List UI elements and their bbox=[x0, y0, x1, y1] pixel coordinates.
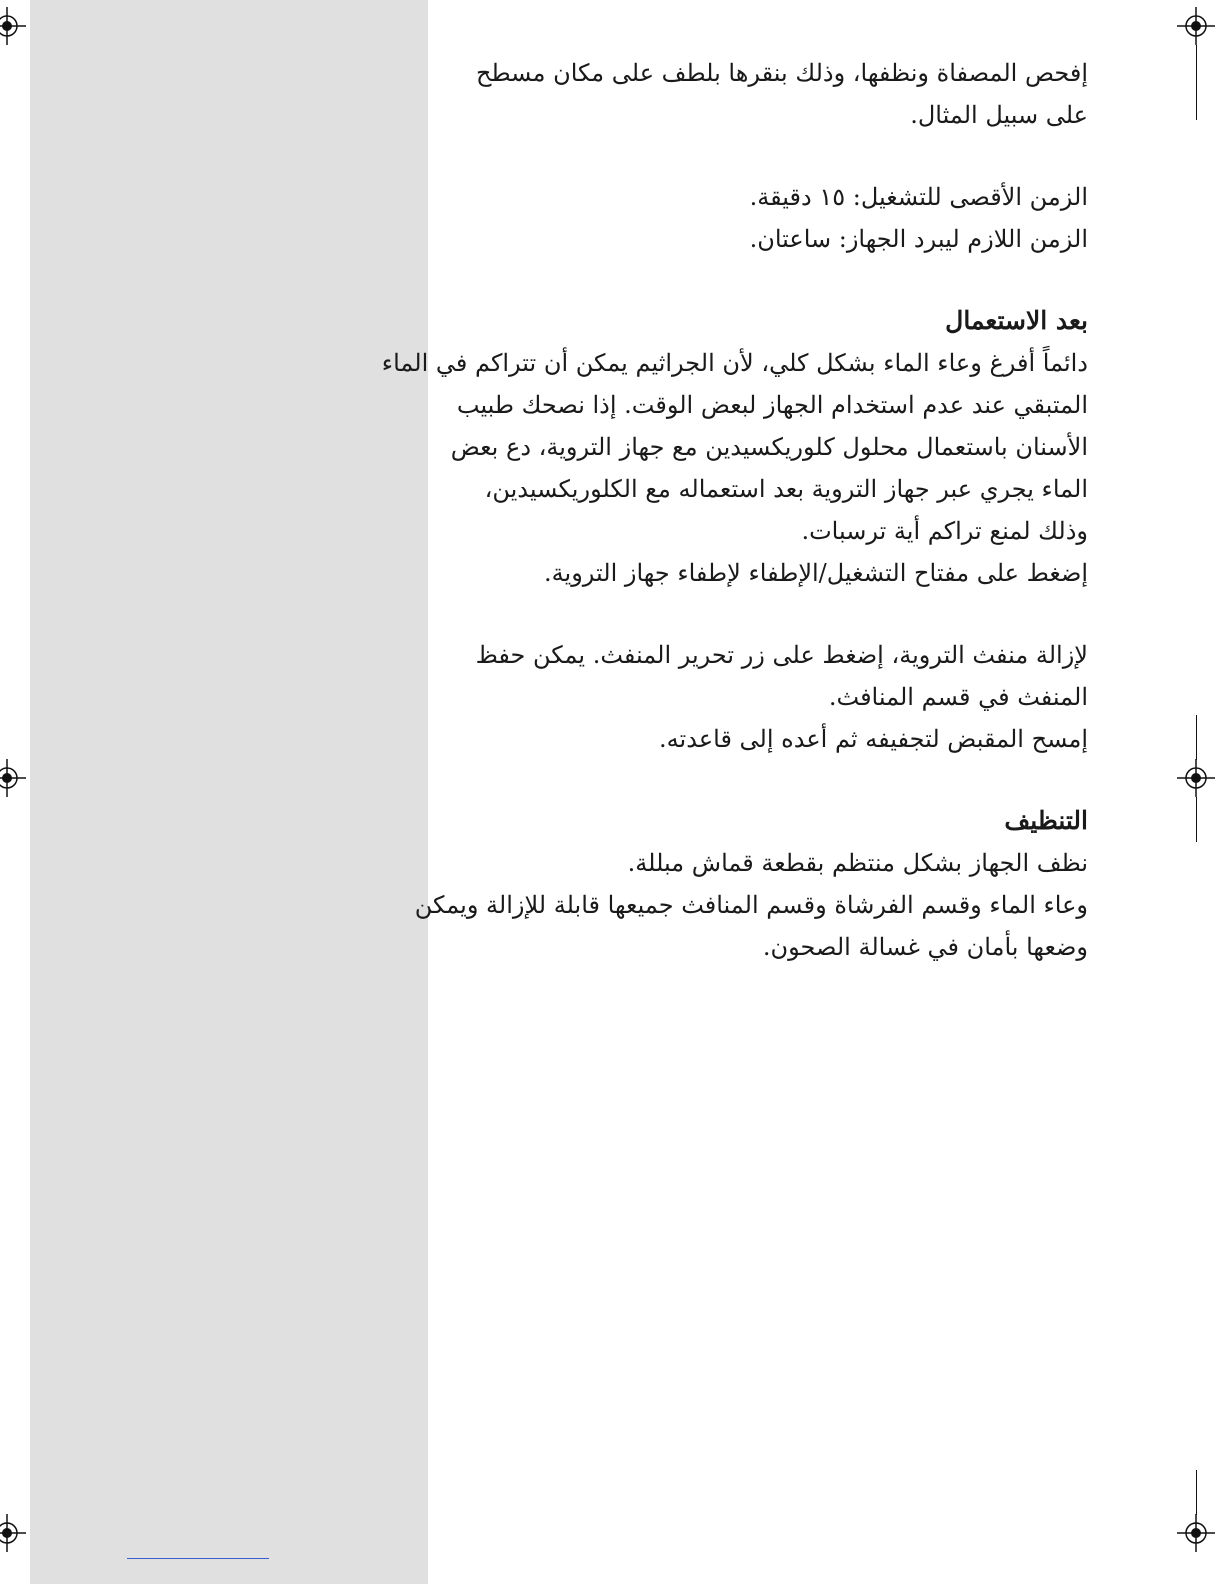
page-content bbox=[381, 52, 1088, 968]
paragraph-line: وعاء الماء وقسم الفرشاة وقسم المنافث جميعها قابلة للإزالة ويمكن bbox=[414, 891, 1088, 919]
registration-mark-icon bbox=[0, 1514, 26, 1552]
paragraph-line: الزمن الأقصى للتشغيل: ١٥ دقيقة. bbox=[749, 183, 1088, 211]
crop-mark-line bbox=[1196, 45, 1197, 120]
crop-mark-line bbox=[1196, 1470, 1197, 1515]
registration-mark-icon bbox=[0, 759, 26, 797]
paragraph-line: الأسنان باستعمال محلول كلوريكسيدين مع جهاز التروية، دع بعض bbox=[450, 433, 1088, 461]
registration-mark-icon bbox=[1177, 759, 1215, 797]
paragraph-line: دائماً أفرغ وعاء الماء بشكل كلي، لأن الجراثيم يمكن أن تتراكم في الماء bbox=[381, 349, 1088, 377]
crop-mark-line bbox=[1196, 797, 1197, 842]
paragraph-line: وذلك لمنع تراكم أية ترسبات. bbox=[801, 517, 1088, 545]
paragraph-line: وضعها بأمان في غسالة الصحون. bbox=[762, 933, 1088, 961]
registration-mark-icon bbox=[0, 7, 26, 45]
paragraph-line: إفحص المصفاة ونظفها، وذلك بنقرها بلطف على مكان مسطح bbox=[476, 59, 1088, 87]
paragraph-line: الزمن اللازم ليبرد الجهاز: ساعتان. bbox=[749, 225, 1088, 253]
paragraph-line: إضغط على مفتاح التشغيل/الإطفاء لإطفاء جهاز التروية. bbox=[544, 559, 1088, 587]
paragraph-line: الماء يجري عبر جهاز التروية بعد استعماله مع الكلوريكسيدين، bbox=[484, 475, 1088, 503]
crop-mark-line bbox=[1196, 715, 1197, 760]
section-heading-after-use: بعد الاستعمال bbox=[945, 306, 1088, 335]
paragraph-line: على سبيل المثال. bbox=[910, 101, 1088, 129]
gray-sidebar-panel bbox=[30, 0, 428, 1584]
registration-mark-icon bbox=[1177, 1514, 1215, 1552]
footer-rule bbox=[127, 1558, 269, 1559]
paragraph-line: المنفث في قسم المنافث. bbox=[828, 683, 1088, 711]
paragraph-line: لإزالة منفث التروية، إضغط على زر تحرير المنفث. يمكن حفظ bbox=[475, 641, 1088, 669]
paragraph-line: المتبقي عند عدم استخدام الجهاز لبعض الوقت. إذا نصحك طبيب bbox=[456, 391, 1088, 419]
section-heading-cleaning: التنظيف bbox=[1004, 806, 1088, 835]
paragraph-line: إمسح المقبض لتجفيفه ثم أعده إلى قاعدته. bbox=[659, 725, 1088, 753]
registration-mark-icon bbox=[1177, 7, 1215, 45]
paragraph-line: نظف الجهاز بشكل منتظم بقطعة قماش مبللة. bbox=[627, 849, 1088, 877]
